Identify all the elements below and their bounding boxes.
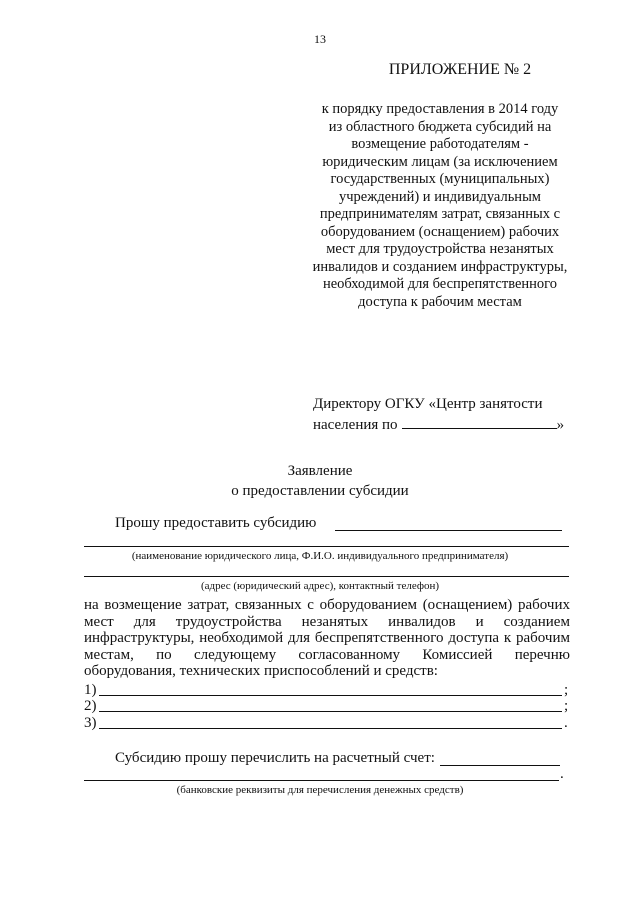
equipment-list [84, 682, 574, 732]
paragraph-word: незанятых [301, 613, 369, 630]
appendix-line: инвалидов и созданием инфраструктуры, [312, 258, 568, 275]
paragraph-word: доступа [448, 630, 500, 646]
addressee-suffix: » [556, 417, 565, 433]
item-blank-field[interactable] [99, 699, 563, 712]
addressee-block [313, 394, 564, 435]
paragraph-word: местам, [84, 646, 134, 663]
item-number: 1) [84, 681, 97, 698]
paragraph-word: связанных [234, 597, 302, 613]
paragraph-word: мест [84, 613, 114, 630]
paragraph-word: к [503, 630, 512, 646]
addressee-line-2 [313, 414, 564, 435]
page-number: 13 [314, 32, 326, 46]
addressee-prefix: населения по [313, 417, 398, 433]
paragraph-word: рабочим [516, 630, 570, 646]
appendix-line: предпринимателям затрат, связанных с [319, 206, 561, 222]
item-end-mark: . [564, 714, 568, 731]
paragraph-word: затрат, [187, 597, 230, 613]
appendix-line: к порядку предоставления в 2014 году [321, 101, 559, 117]
paragraph-word: оборудованием [319, 597, 417, 613]
applicant-name-field[interactable] [84, 546, 569, 547]
appendix-line: учреждений) и индивидуальным [339, 188, 541, 205]
paragraph-word: беспрепятственного [314, 630, 444, 646]
paragraph-word: необходимой [199, 630, 284, 646]
appendix-line: юридическим лицам (за исключением [322, 153, 558, 170]
paragraph-word: для [133, 613, 156, 630]
paragraph-word: Комиссией [422, 646, 493, 663]
equipment-item [84, 715, 574, 732]
paragraph-line [84, 614, 570, 631]
paragraph-word: инфраструктуры, [84, 630, 195, 646]
paragraph-word: инвалидов [388, 613, 456, 630]
appendix-line: необходимой для беспрепятственного [322, 276, 558, 292]
equipment-item [84, 682, 574, 699]
caption-bank-details: (банковские реквизиты для перечисления денежных средств) [176, 784, 464, 796]
statement-title: Заявление [287, 463, 353, 479]
paragraph-word: следующему [193, 646, 277, 663]
paragraph-word: возмещение [104, 597, 182, 613]
paragraph-word: перечню [514, 646, 570, 663]
appendix-line: возмещение работодателям - [351, 136, 529, 152]
appendix-title: ПРИЛОЖЕНИЕ № 2 [388, 61, 532, 78]
applicant-address-field[interactable] [84, 576, 569, 577]
statement-subtitle: о предоставлении субсидии [231, 483, 409, 499]
paragraph-line [84, 630, 570, 647]
item-blank-field[interactable] [99, 683, 563, 696]
paragraph-word: согласованному [298, 646, 401, 663]
addressee-blank-field[interactable] [402, 414, 557, 429]
request-label: Прошу предоставить субсидию [115, 515, 317, 531]
appendix-description [300, 101, 580, 311]
paragraph-last-line: оборудования, технических приспособлений и средств: [84, 663, 438, 679]
bank-details-end: . [560, 766, 564, 782]
addressee-line-1: Директору ОГКУ «Центр занятости [313, 396, 543, 412]
equipment-item [84, 699, 574, 716]
statement-paragraph [84, 597, 570, 680]
subsidy-blank-field[interactable] [335, 530, 562, 531]
paragraph-word: трудоустройства [175, 613, 282, 630]
paragraph-word: созданием [503, 613, 570, 630]
appendix-line: государственных (муниципальных) [330, 171, 550, 187]
caption-applicant-address: (адрес (юридический адрес), контактный телефон) [200, 580, 440, 592]
item-end-mark: ; [564, 698, 569, 714]
paragraph-word: на [84, 597, 99, 613]
appendix-line: из областного бюджета субсидий на [328, 118, 552, 135]
caption-applicant-name: (наименование юридического лица, Ф.И.О. индивидуального предпринимателя) [131, 550, 509, 562]
item-end-mark: ; [564, 681, 569, 698]
paragraph-word: и [475, 613, 484, 630]
paragraph-word: (оснащением) [422, 597, 513, 613]
paragraph-word: по [156, 646, 172, 663]
paragraph-line [84, 597, 570, 614]
paragraph-word: рабочих [518, 597, 570, 613]
bank-details-field[interactable] [84, 780, 559, 781]
item-blank-field[interactable] [99, 716, 563, 729]
paragraph-word: для [287, 630, 311, 646]
appendix-line: оборудованием (оснащением) рабочих [320, 223, 560, 240]
paragraph-line [84, 647, 570, 664]
transfer-label: Субсидию прошу перечислить на расчетный счет: [115, 750, 435, 766]
appendix-line: мест для трудоустройства незанятых [326, 241, 554, 257]
account-blank-field[interactable] [440, 765, 560, 766]
paragraph-word: с [307, 597, 314, 613]
item-number: 3) [84, 714, 97, 731]
appendix-line: доступа к рабочим местам [358, 293, 522, 310]
item-number: 2) [84, 698, 97, 714]
